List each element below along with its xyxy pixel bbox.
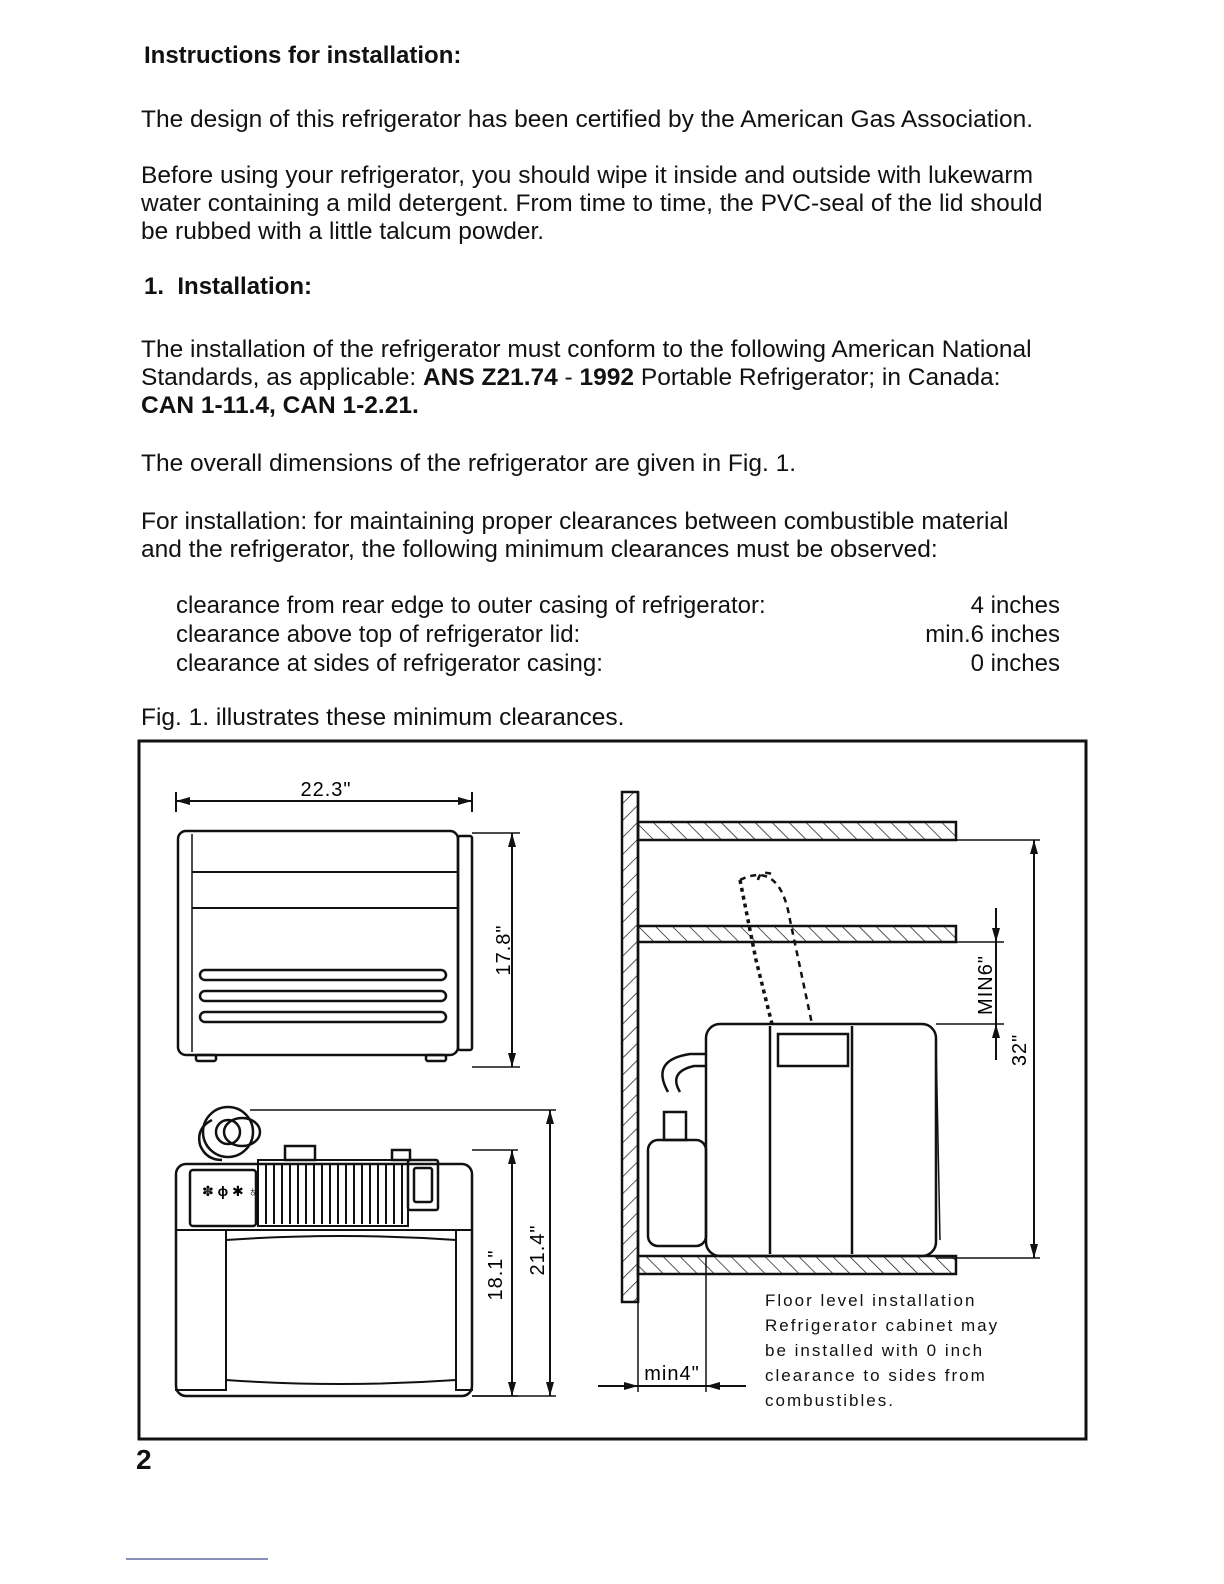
page-heading: Instructions for installation: — [144, 42, 462, 69]
clearance-value: 4 inches — [970, 592, 1060, 619]
note-line-2: Refrigerator cabinet may — [765, 1316, 1000, 1335]
standards-intro: Standards, as applicable: — [141, 364, 423, 391]
clearance-label: clearance above top of refrigerator lid: — [176, 621, 581, 648]
clearance-value: 0 inches — [970, 650, 1060, 677]
note-line-1: Floor level installation — [765, 1291, 977, 1310]
total-height-label: 32" — [1009, 1033, 1031, 1067]
note-line-4: clearance to sides from — [765, 1366, 987, 1385]
footer-rule — [126, 1558, 268, 1560]
certification-paragraph: The design of this refrigerator has been certified by the American Gas Association. — [141, 106, 1034, 133]
clearance-label: clearance at sides of refrigerator casing: — [176, 650, 603, 677]
page-number: 2 — [136, 1444, 152, 1475]
min-top-clearance-label: MIN6" — [975, 955, 997, 1015]
control-symbols-icon: ✽ ϕ ✱ ♁ — [202, 1183, 259, 1199]
section-title: Installation: — [177, 273, 313, 300]
section-number: 1. — [144, 273, 165, 300]
canadian-standards: CAN 1-11.4, CAN 1-2.21. — [141, 392, 419, 419]
dimensions-paragraph: The overall dimensions of the refrigerator are given in Fig. 1. — [141, 450, 797, 477]
floor-installation-note — [765, 1288, 999, 1413]
standard-year: 1992 — [579, 364, 635, 391]
cleaning-line-2: water containing a mild detergent. From time to time, the PVC-seal of the lid should — [141, 190, 1043, 217]
note-line-3: be installed with 0 inch — [765, 1341, 985, 1360]
side-inner-height-label: 18.1" — [485, 1249, 507, 1301]
figure-reference: Fig. 1. illustrates these minimum clearances. — [141, 704, 625, 731]
standards-line-1: The installation of the refrigerator must conform to the following American National — [141, 336, 1032, 363]
front-view — [176, 792, 520, 1067]
min-rear-clearance-label: min4" — [644, 1363, 700, 1385]
side-outer-height-label: 21.4" — [527, 1224, 549, 1276]
cleaning-line-3: be rubbed with a little talcum powder. — [141, 218, 545, 245]
clearance-line-2: and the refrigerator, the following minimum clearances must be observed: — [141, 536, 938, 563]
ans-standard: ANS Z21.74 — [422, 364, 558, 391]
standards-dash: - — [557, 364, 580, 391]
cleaning-line-1: Before using your refrigerator, you should wipe it inside and outside with lukewarm — [141, 162, 1034, 189]
note-line-5: combustibles. — [765, 1391, 895, 1410]
standards-canada: Portable Refrigerator; in Canada: — [634, 364, 1001, 391]
clearance-label: clearance from rear edge to outer casing of refrigerator: — [176, 592, 766, 619]
front-height-label: 17.8" — [493, 924, 515, 976]
clearance-line-1: For installation: for maintaining proper clearances between combustible material — [141, 508, 1009, 535]
width-label: 22.3" — [300, 779, 352, 801]
clearance-value: min.6 inches — [925, 621, 1060, 648]
